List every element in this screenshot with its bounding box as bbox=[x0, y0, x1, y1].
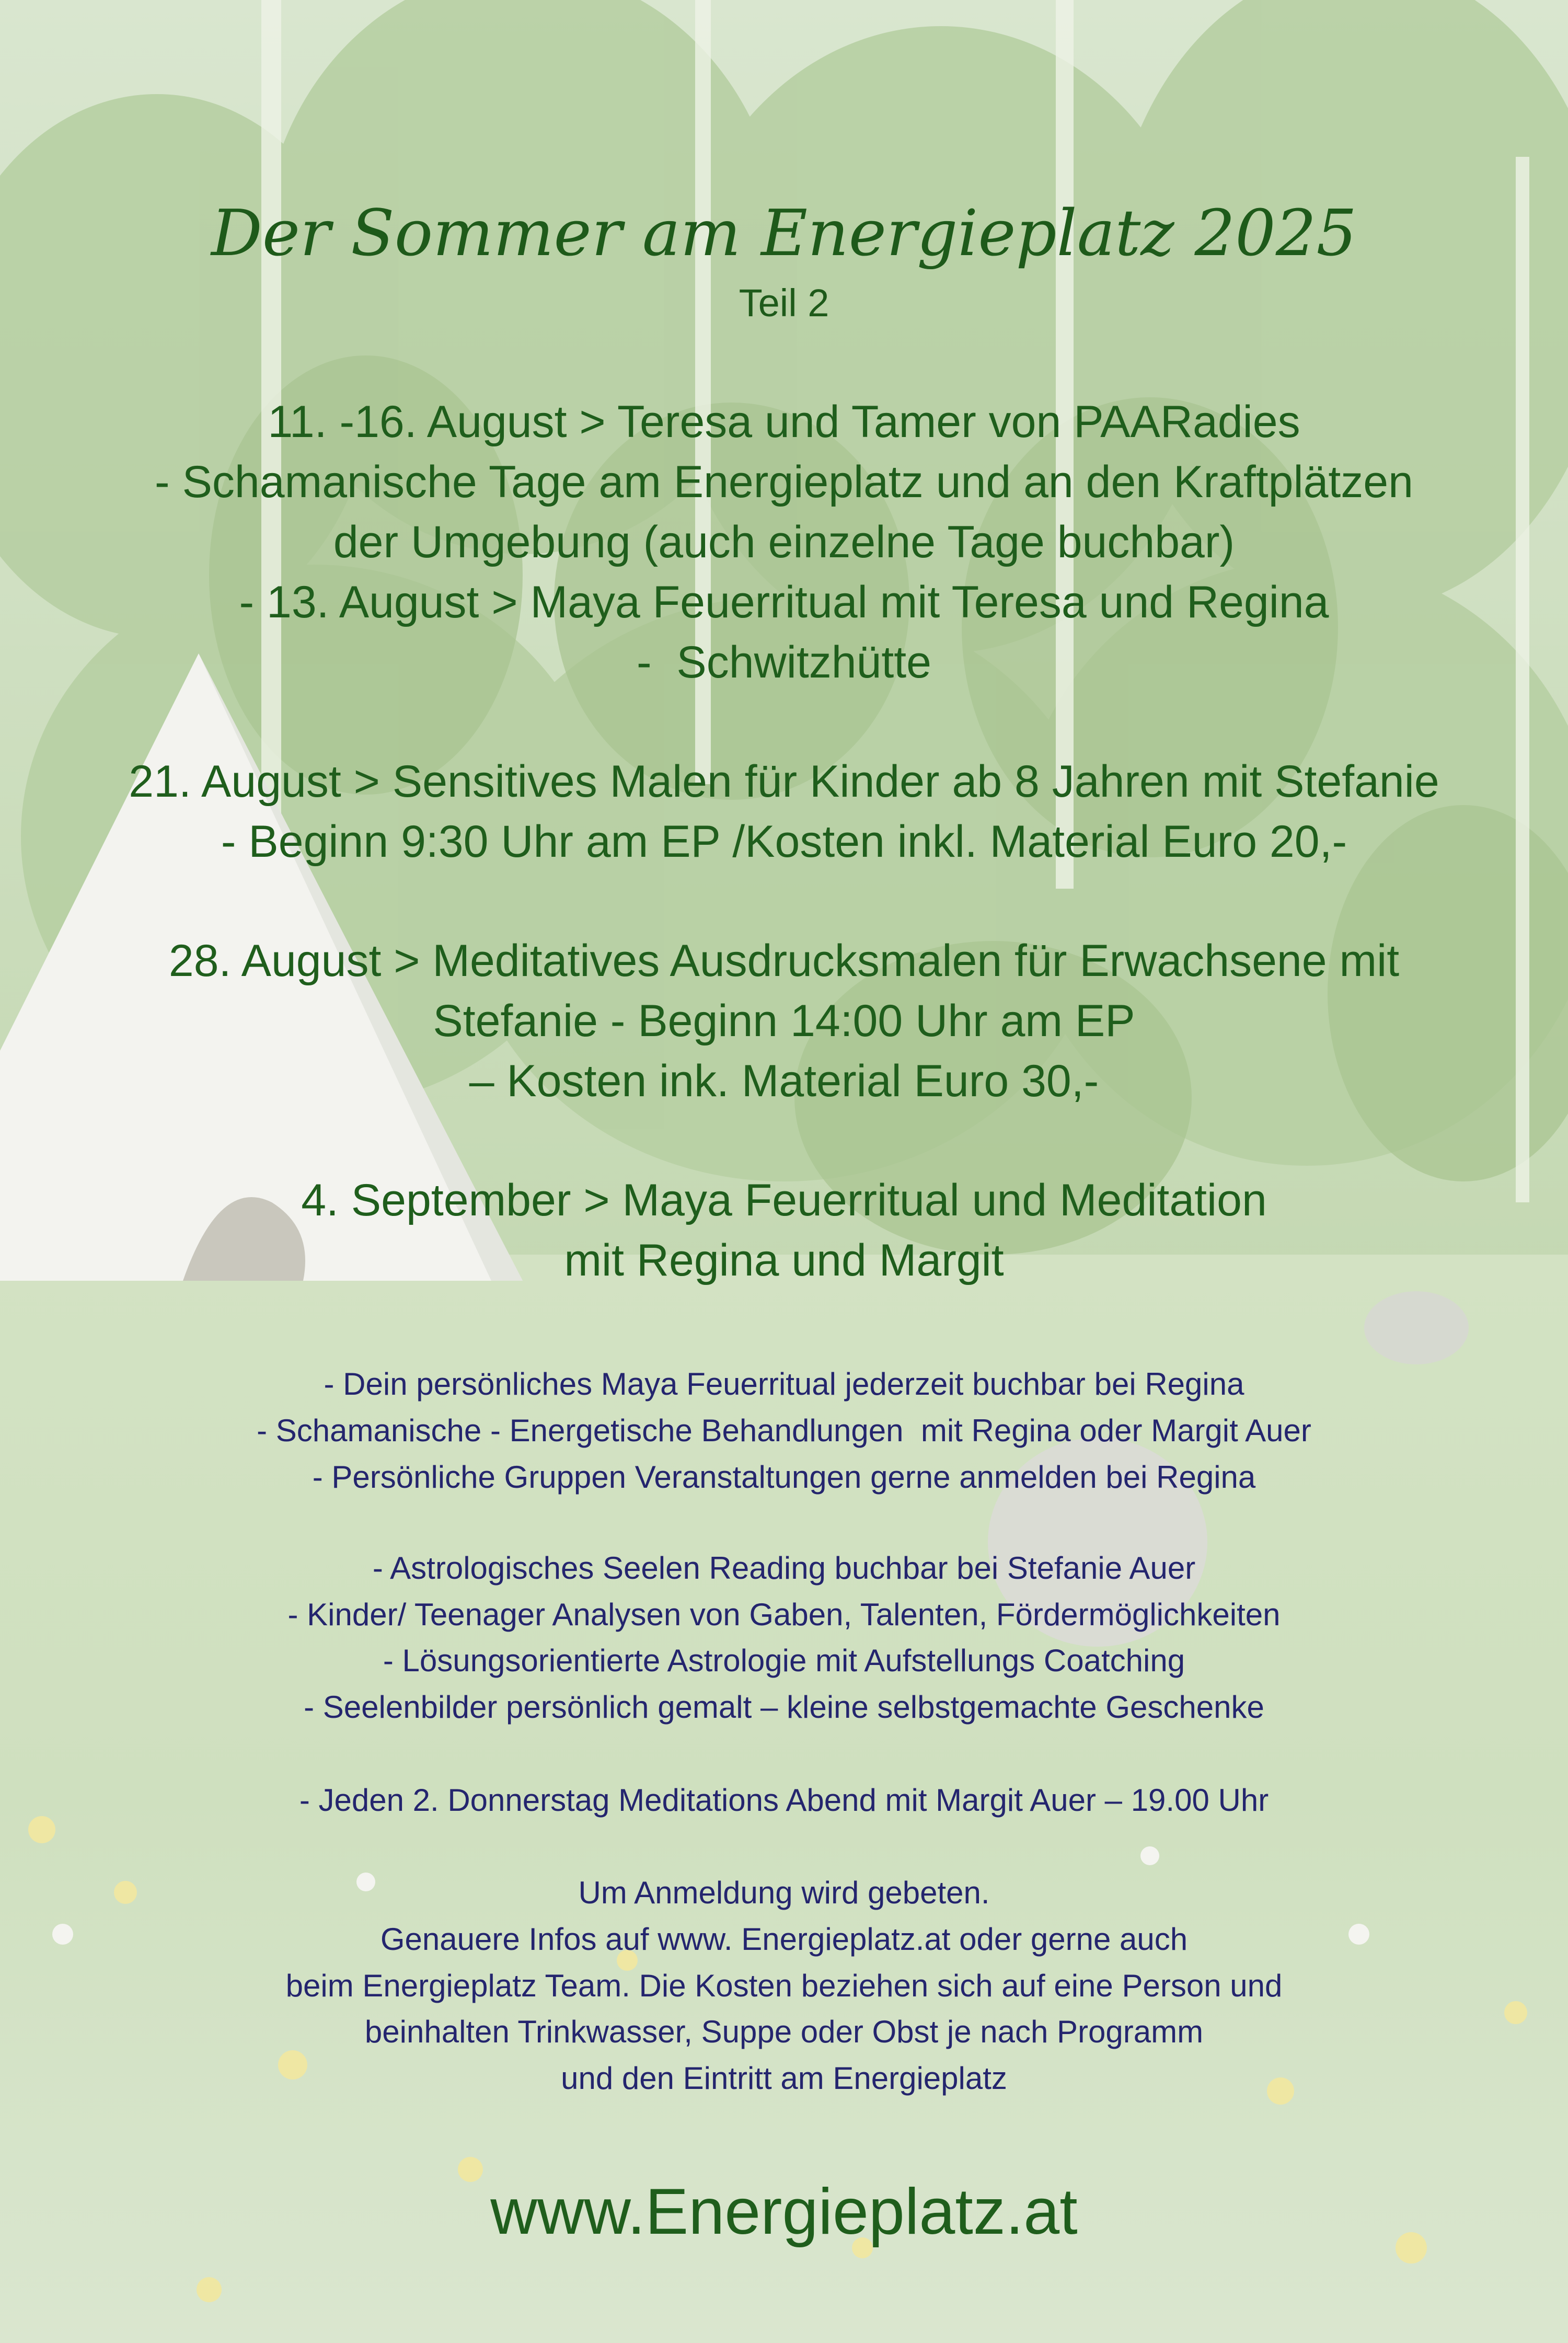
note-line: und den Eintritt am Energieplatz bbox=[561, 2061, 1007, 2096]
event-line: Stefanie - Beginn 14:00 Uhr am EP bbox=[433, 996, 1135, 1046]
note-line: beinhalten Trinkwasser, Suppe oder Obst je nach Programm bbox=[364, 2014, 1204, 2049]
event-line: 28. August > Meditatives Ausdrucksmalen für Erwachsene mit bbox=[168, 936, 1400, 986]
event-line: - Schamanische Tage am Energieplatz und an den Kraftplätzen bbox=[155, 457, 1413, 507]
offer-margit: - Jeden 2. Donnerstag Meditations Abend mit Margit Auer – 19.00 Uhr bbox=[299, 1783, 1269, 1818]
note-line: beim Energieplatz Team. Die Kosten beziehen sich auf eine Person und bbox=[285, 1968, 1283, 2003]
event-line: – Kosten ink. Material Euro 30,- bbox=[469, 1056, 1099, 1106]
offer-line: - Schamanische - Energetische Behandlungen mit Regina oder Margit Auer bbox=[257, 1413, 1311, 1448]
event-line: 21. August > Sensitives Malen für Kinder ab 8 Jahren mit Stefanie bbox=[129, 756, 1439, 807]
website-link[interactable]: www.Energieplatz.at bbox=[490, 2176, 1078, 2248]
note-line: Genauere Infos auf www. Energieplatz.at oder gerne auch bbox=[380, 1922, 1188, 1957]
event-line: - Beginn 9:30 Uhr am EP /Kosten inkl. Material Euro 20,- bbox=[221, 817, 1347, 867]
event-line: 4. September > Maya Feuerritual und Meditation bbox=[301, 1175, 1267, 1225]
offer-line: - Persönliche Gruppen Veranstaltungen gerne anmelden bei Regina bbox=[312, 1460, 1256, 1495]
event-line: der Umgebung (auch einzelne Tage buchbar) bbox=[333, 517, 1235, 567]
event-line: mit Regina und Margit bbox=[564, 1235, 1004, 1285]
event-line: - 13. August > Maya Feuerritual mit Teresa und Regina bbox=[239, 577, 1329, 627]
offer-line: - Dein persönliches Maya Feuerritual jederzeit buchbar bei Regina bbox=[324, 1366, 1244, 1402]
offer-line: - Astrologisches Seelen Reading buchbar bei Stefanie Auer bbox=[372, 1550, 1196, 1586]
note-line: Um Anmeldung wird gebeten. bbox=[578, 1875, 990, 1910]
event-line: 11. -16. August > Teresa und Tamer von PAARadies bbox=[268, 397, 1300, 447]
offer-line: - Lösungsorientierte Astrologie mit Aufstellungs Coatching bbox=[383, 1643, 1185, 1678]
offer-line: - Seelenbilder persönlich gemalt – kleine selbstgemachte Geschenke bbox=[304, 1690, 1264, 1725]
offer-line: - Kinder/ Teenager Analysen von Gaben, Talenten, Fördermöglichkeiten bbox=[287, 1597, 1281, 1632]
poster-subtitle: Teil 2 bbox=[739, 281, 829, 325]
event-line: - Schwitzhütte bbox=[637, 637, 931, 687]
poster-title: Der Sommer am Energieplatz 2025 bbox=[211, 196, 1357, 270]
